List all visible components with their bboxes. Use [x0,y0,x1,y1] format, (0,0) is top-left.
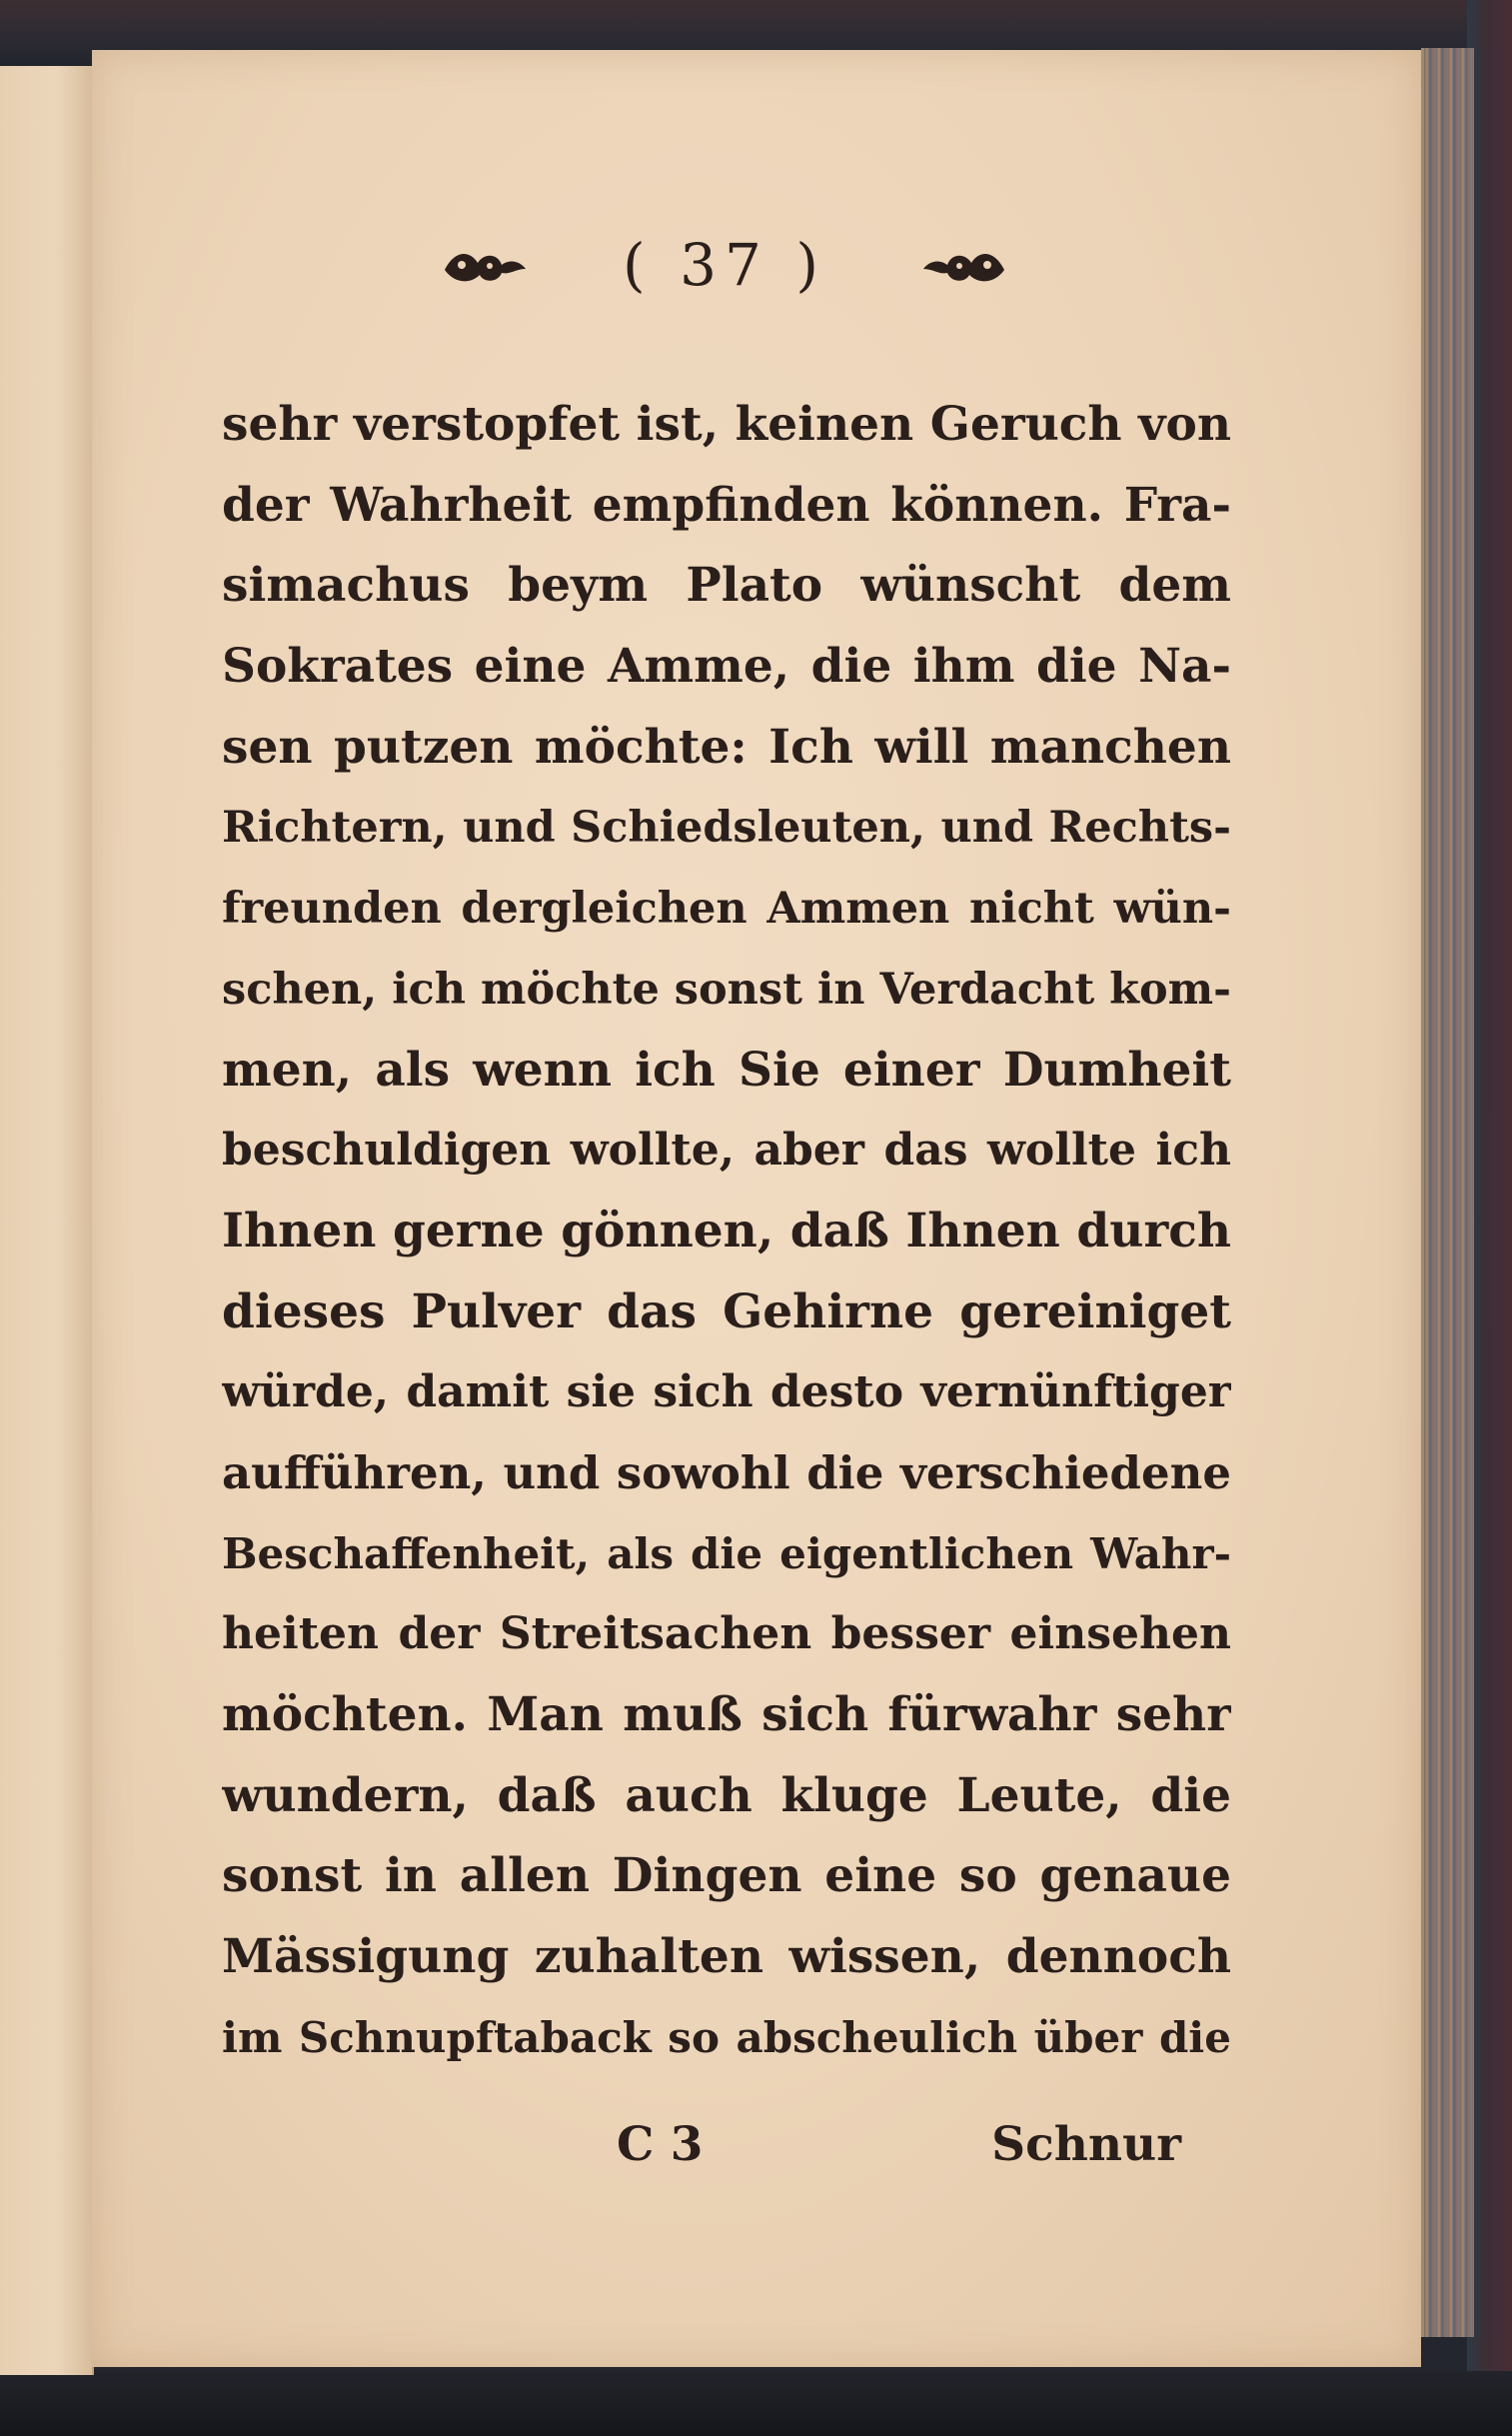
text-line: freunden dergleichen Ammen nicht wün- [222,884,1231,935]
text-line: men, als wenn ich Sie einer Dumheit [222,1042,1231,1098]
book-cover-bottom [0,2371,1512,2436]
text-line: schen, ich möchte sonst in Verdacht kom- [222,964,1231,1015]
page-body-text [222,385,1231,2078]
text-line: aufführen, und sowohl die verschiedene [222,1445,1231,1499]
text-line: Richtern, und Schiedsleuten, und Rechts- [222,803,1231,854]
right-ornament-icon [919,235,1009,295]
catchword: Schnur [991,2117,1181,2172]
text-line: wundern, daß auch kluge Leute, die [222,1767,1231,1823]
text-line: möchten. Man muß sich fürwahr sehr [222,1687,1231,1742]
text-line: sehr verstopfet ist, keinen Geruch von [222,397,1231,452]
text-line: Sokrates eine Amme, die ihm die Na- [222,639,1231,695]
text-line: heiten der Streitsachen besser einsehen [222,1608,1231,1660]
page-header [440,210,1009,320]
page-number: ( 37 ) [623,231,826,299]
left-ornament-icon [440,235,530,295]
text-line: dieses Pulver das Gehirne gereiniget [222,1283,1231,1339]
text-line: Ihnen gerne gönnen, daß Ihnen durch [222,1203,1231,1258]
signature-mark: C 3 [617,2117,704,2172]
text-line: beschuldigen wollte, aber das wollte ich [222,1125,1231,1177]
text-line: sen putzen möchte: Ich will manchen [222,719,1231,775]
facing-page-edge [0,66,94,2375]
text-line: würde, damit sie sich desto vernünftiger [222,1366,1231,1418]
text-line: der Wahrheit empfinden können. Fra- [222,477,1231,533]
page-footer [222,2117,1231,2197]
text-line: im Schnupftaback so abscheulich über die [222,2012,1231,2062]
text-line: Mässigung zuhalten wissen, dennoch [222,1929,1231,1985]
marbled-fore-edge [1421,48,1474,2337]
text-line: Beschaffenheit, als die eigentlichen Wahr- [222,1528,1231,1578]
text-line: sonst in allen Dingen eine so genaue [222,1848,1231,1904]
text-line: simachus beym Plato wünscht dem [222,558,1231,614]
